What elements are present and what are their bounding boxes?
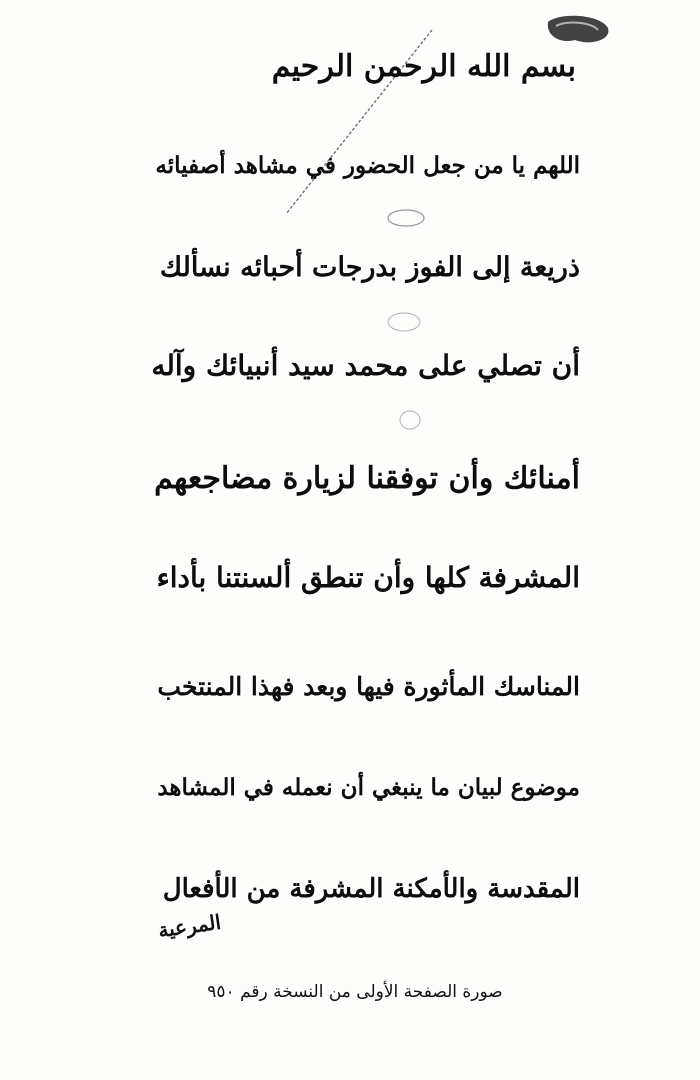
manuscript-line-2: اللهم يا من جعل الحضور في مشاهد أصفيائه — [155, 152, 580, 179]
manuscript-line-7: المناسك المأثورة فيها وبعد فهذا المنتخب — [157, 672, 580, 701]
manuscript-line-8: موضوع لبيان ما ينبغي أن نعمله في المشاهد — [157, 774, 580, 801]
manuscript-line-6: المشرفة كلها وأن تنطق ألسنتنا بأداء — [156, 561, 580, 594]
manuscript-line-5: أمنائك وأن توفقنا لزيارة مضاجعهم — [154, 461, 580, 496]
margin-note: المرعية — [156, 909, 223, 943]
manuscript-line-3: ذريعة إلى الفوز بدرجات أحبائه نسألك — [159, 252, 580, 283]
page-caption: صورة الصفحة الأولى من النسخة رقم ٩٥٠ — [207, 982, 503, 1002]
manuscript-line-4: أن تصلي على محمد سيد أنبيائك وآله — [151, 349, 580, 382]
manuscript-text — [150, 18, 580, 938]
manuscript-line-1: بسم الله الرحمن الرحيم — [271, 49, 576, 84]
manuscript-line-9: المقدسة والأمكنة المشرفة من الأفعال — [162, 874, 580, 904]
